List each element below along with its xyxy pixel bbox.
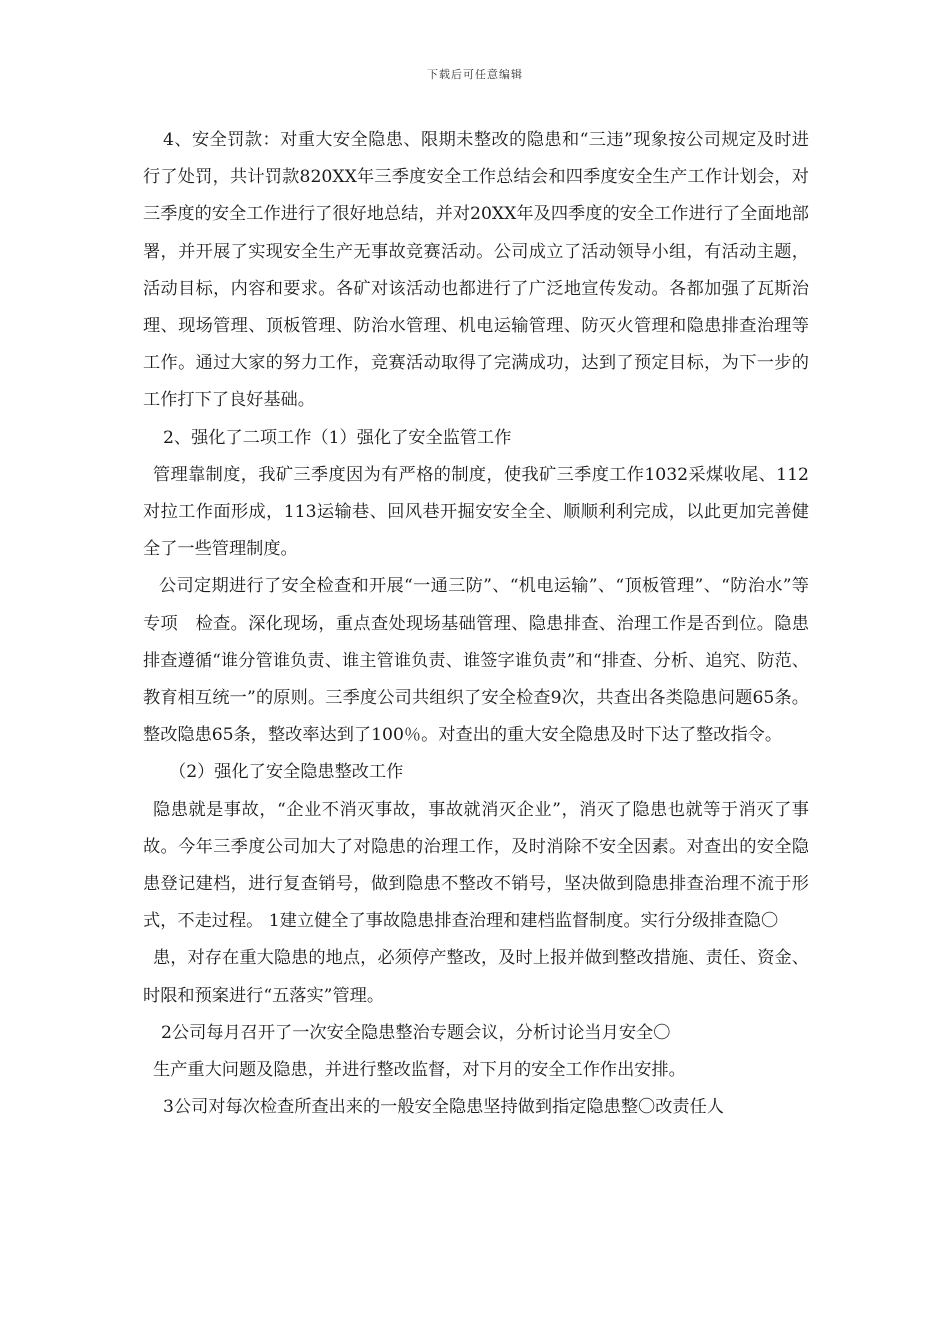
- paragraph-management-system: 管理靠制度，我矿三季度因为有严格的制度，使我矿三季度工作1032采煤收尾、112对拉工作面形成，113运输巷、回风巷开掘安安全全、顺顺利利完成，以此更加完善健全了一些管理制度。: [143, 464, 809, 560]
- paragraph-hazard-rectification-heading: （2）强化了安全隐患整改工作: [169, 762, 404, 783]
- paragraph-production-issues: 生产重大问题及隐患，并进行整改监督，对下月的安全工作作出安排。: [153, 1060, 686, 1081]
- paragraph-major-hazard: 患，对存在重大隐患的地点，必须停产整改，及时上报并做到整改措施、责任、资金、时限和预案进行“五落实”管理。: [143, 948, 809, 1006]
- paragraph-monthly-meeting: 2公司每月召开了一次安全隐患整治专题会议，分析讨论当月安全〇: [161, 1022, 671, 1043]
- paragraph-hazard-is-accident: 隐患就是事故，“企业不消灭事故，事故就消灭企业”，消灭了隐患也就等于消灭了事故。今年三季度公司加大了对隐患的治理工作，及时消除不安全因素。对查出的安全隐患登记建档，进行复查销号，做到隐患不整改不销号，坚决做到隐患排查治理不流于形式，不走过程。 1建立健全了事故隐患排查治理和建档监督制度。实行分级排查隐〇: [143, 799, 809, 932]
- paragraph-safety-fines: 4、安全罚款：对重大安全隐患、限期未整改的隐患和“三违”现象按公司规定及时进行了处罚，共计罚款820XX年三季度安全工作总结会和四季度安全生产工作计划会，对三季度的安全工作进行了很好地总结，并对20XX年及四季度的安全工作进行了全面地部署，并开展了实现安全生产无事故竞赛活动。公司成立了活动领导小组，有活动主题，活动目标，内容和要求。各矿对该活动也都进行了广泛地宣传发动。各都加强了瓦斯治理、现场管理、顶板管理、防治水管理、机电运输管理、防灭火管理和隐患排查治理等工作。通过大家的努力工作，竞赛活动取得了完满成功，达到了预定目标，为下一步的工作打下了良好基础。: [143, 130, 809, 411]
- paragraph-general-hazards: 3公司对每次检查所查出来的一般安全隐患坚持做到指定隐患整〇改责任人: [163, 1097, 724, 1118]
- paragraph-safety-inspection: 公司定期进行了安全检查和开展“一通三防”、“机电运输”、“顶板管理”、“防治水”等专项 检查。深化现场，重点查处现场基础管理、隐患排查、治理工作是否到位。隐患排查遵循“谁分管谁负责、谁主管谁负责、谁签字谁负责”和“排查、分析、追究、防范、教育相互统一”的原则。三季度公司共组织了安全检查9次，共查出各类隐患问题65条。整改隐患65条，整改率达到了100％。对查出的重大安全隐患及时下达了整改指令。: [143, 576, 809, 746]
- paragraph-two-tasks-heading: 2、强化了二项工作（1）强化了安全监管工作: [163, 427, 512, 448]
- document-body: [143, 122, 809, 1126]
- header-note: 下载后可任意编辑: [427, 68, 523, 81]
